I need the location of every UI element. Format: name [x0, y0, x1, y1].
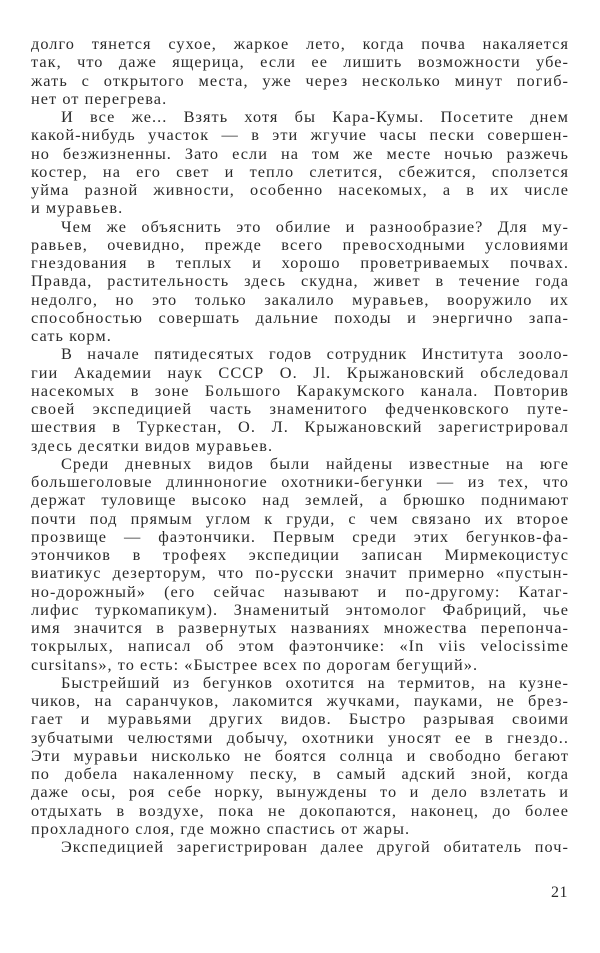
text-line: нет от перегрева. [31, 88, 168, 108]
text-line: почти под прямым углом к груди, с чем связано их второе [31, 508, 569, 528]
text-line: чиков, на саранчуков, лакомится жучками, пауками, не брез- [31, 691, 569, 710]
text-line: какой-нибудь участок — в эти жгучие часы пески совершен- [31, 125, 569, 145]
text-line: лифис туркомапикум). Знаменитый энтомолог Фабриций, чье [31, 599, 569, 619]
text-line: большеголовые длинноногие охотники-бегунки — из тех, что [31, 472, 569, 491]
text-line: способностью совершать дальние походы и энергично запа- [31, 307, 569, 327]
text-line: держат туловище высоко над землей, а брюшко поднимают [31, 490, 569, 510]
text-line: этончиков в трофеях экспедиции записан Мирмекоцистус [31, 545, 569, 564]
text-line: костер, на его свет и тепло слетится, сбежится, сползется [31, 161, 569, 181]
text-line: уйма разной живности, особенно насекомых, а в их числе [31, 180, 569, 199]
paragraph [31, 674, 569, 838]
text-line: Эти муравьи нисколько не боятся солнца и свободно бегают [31, 745, 569, 765]
text-line: токрылых, написал об этом фаэтончике: «In viis velocissime [31, 636, 569, 656]
text-line: гнездования в теплых и хорошо проветриваемых почвах. [31, 253, 569, 272]
text-line: Быстрейший из бегунков охотится на термитов, на кузне- [61, 672, 569, 692]
paragraph [31, 35, 569, 108]
paragraph [31, 838, 569, 856]
text-line: Среди дневных видов были найдены известные на юге [61, 453, 569, 473]
text-line: В начале пятидесятых годов сотрудник Института зооло- [61, 344, 569, 364]
text-line: виатикус дезерторум, что по-русски значит примерно «пустын- [31, 563, 569, 583]
page-number: 21 [551, 884, 568, 901]
text-line: прохладного слоя, где можно спастись от жары. [31, 818, 411, 838]
paragraph [31, 455, 569, 674]
page-body [31, 35, 569, 856]
text-line: но-дорожный» (его сейчас называют и по-другому: Катаг- [31, 581, 569, 601]
text-line: долго тянется сухое, жаркое лето, когда почва накаляется [31, 34, 569, 53]
text-line: даже осы, роя себе норку, вынуждены то и дело взлетать и [31, 782, 569, 802]
paragraph [31, 345, 569, 455]
text-line: шествия в Туркестан, О. Л. Крыжановский зарегистрировал [31, 417, 569, 437]
text-line: насекомых в зоне Большого Каракумского канала. Повторив [31, 380, 569, 400]
text-line: по добела накаленному песку, в самый адский зной, когда [31, 764, 569, 783]
text-line: прозвище — фаэтончики. Первым среди этих бегунков-фа- [31, 526, 569, 546]
text-line: но безжизненны. Зато если на том же месте ночью разжечь [31, 143, 569, 163]
text-line: сать корм. [31, 326, 112, 345]
text-line: Чем же объяснить это обилие и разнообразие? Для му- [61, 216, 569, 236]
text-line: своей экспедицией часть знаменитого федченковского путе- [31, 399, 569, 418]
text-line: Экспедицией зарегистрирован далее другой обитатель поч- [61, 837, 569, 856]
text-line: и муравьев. [31, 198, 124, 218]
text-line: имя значится в развернутых названиях множества перепонча- [31, 618, 569, 637]
text-line: так, что даже ящерица, если ее лишить возможности убе- [31, 52, 569, 72]
text-line: гает и муравьями других видов. Быстро разрывая своими [31, 709, 569, 729]
paragraph [31, 108, 569, 218]
text-line: здесь десятки видов муравьев. [31, 435, 274, 455]
text-line: зубчатыми челюстями добычу, охотники уносят ее в гнездо.. [31, 727, 569, 747]
text-line: cursitans», то есть: «Быстрее всех по дорогам бегущий». [31, 654, 479, 674]
text-line: жать с открытого места, уже через несколько минут погиб- [31, 70, 569, 90]
text-line: недолго, но это только закалило муравьев, вооружило их [31, 289, 569, 309]
text-line: отдыхать в воздухе, пока не докопаются, наконец, до более [31, 800, 569, 820]
text-line: И все же... Взять хотя бы Кара-Кумы. Посетите днем [61, 107, 569, 126]
text-line: равьев, очевидно, прежде всего превосходными условиями [31, 234, 569, 254]
text-line: Правда, растительность здесь скудна, живет в течение года [31, 271, 569, 291]
text-line: гии Академии наук СССР О. Jl. Крыжановский обследовал [31, 362, 569, 382]
paragraph [31, 218, 569, 346]
